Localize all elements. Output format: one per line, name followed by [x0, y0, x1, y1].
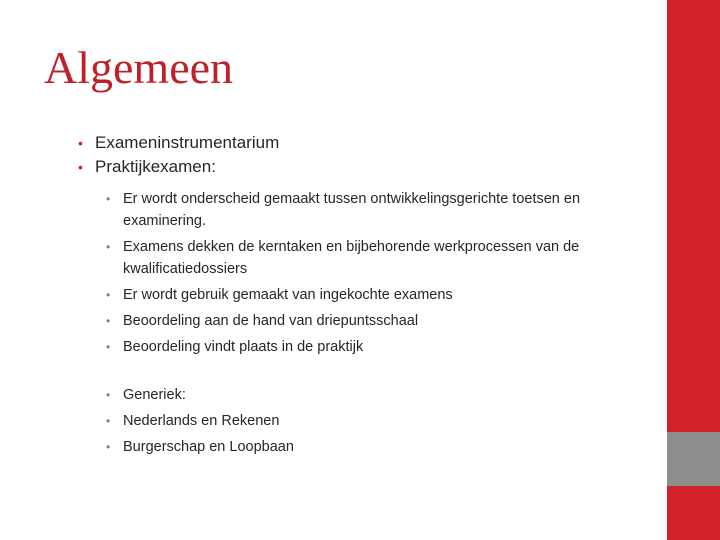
bullet-dot-icon: • [78, 159, 83, 175]
bullet-dot-icon: • [106, 240, 111, 254]
bullet-item [78, 155, 638, 179]
bullet-dot-icon: • [106, 388, 111, 402]
bullet-dot-icon: • [106, 314, 111, 328]
bullet-dot-icon: • [106, 192, 111, 206]
side-gray-block [667, 432, 720, 486]
bullet-text: Praktijkexamen: [95, 157, 216, 176]
bullet-list-level1 [78, 131, 638, 179]
bullet-text: Burgerschap en Loopbaan [123, 439, 294, 455]
sub-bullet-item [106, 336, 636, 358]
sub-bullet-item [106, 236, 636, 280]
bullet-text: Examens dekken de kerntaken en bijbehorende werkprocessen van de kwalificatiedossiers [123, 239, 580, 277]
bullet-list-praktijkexamen [106, 188, 636, 362]
bullet-text: Er wordt gebruik gemaakt van ingekochte examens [123, 287, 453, 303]
bullet-text: Generiek: [123, 387, 186, 403]
slide-title: Algemeen [44, 42, 234, 93]
sub-bullet-item [106, 384, 636, 406]
bullet-text: Er wordt onderscheid gemaakt tussen ontwikkelingsgerichte toetsen en examinering. [123, 191, 581, 229]
sub-bullet-item [106, 436, 636, 458]
bullet-text: Nederlands en Rekenen [123, 413, 280, 429]
bullet-dot-icon: • [106, 440, 111, 454]
bullet-dot-icon: • [106, 288, 111, 302]
bullet-dot-icon: • [78, 135, 83, 151]
bullet-dot-icon: • [106, 414, 111, 428]
sub-bullet-item [106, 310, 636, 332]
sub-bullet-item [106, 410, 636, 432]
bullet-dot-icon: • [106, 340, 111, 354]
bullet-list-generiek [106, 384, 636, 462]
bullet-text: Beoordeling vindt plaats in de praktijk [123, 339, 364, 355]
bullet-text: Exameninstrumentarium [95, 133, 280, 152]
bullet-text: Beoordeling aan de hand van driepuntsschaal [123, 313, 419, 329]
bullet-item [78, 131, 638, 155]
sub-bullet-item [106, 284, 636, 306]
sub-bullet-item [106, 188, 636, 232]
